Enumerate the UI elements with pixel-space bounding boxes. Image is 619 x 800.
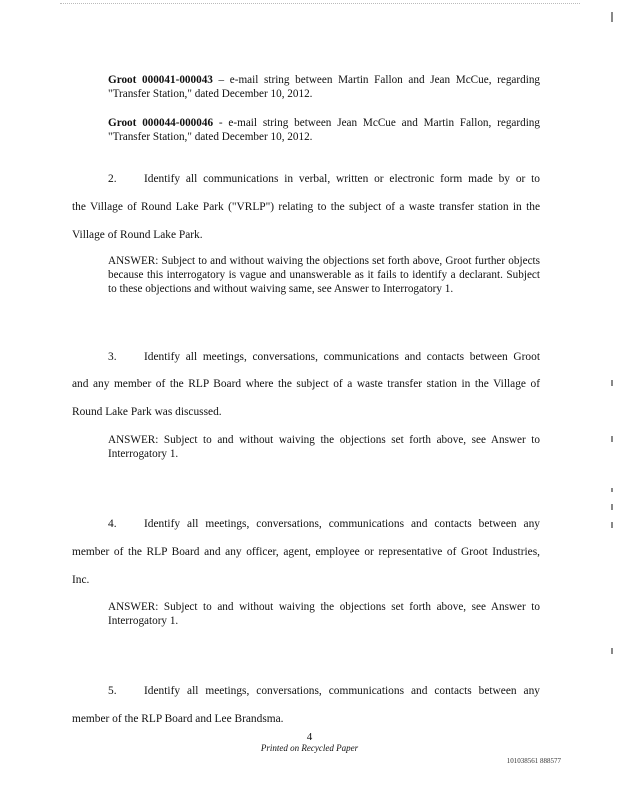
interrogatory-3-line2: and any member of the RLP Board where the subject of a waste transfer station in the Village of <box>72 378 540 390</box>
interrogatory-3-line3: Round Lake Park was discussed. <box>72 406 222 418</box>
interrogatory-2-answer: ANSWER: Subject to and without waiving the objections set forth above, Groot further objects because this interrogatory is vague and unanswerable as it fails to identify a declarant. Subject to these objections and without waiving same, see Answer to Interrogatory 1. <box>108 255 540 295</box>
interrogatory-2-line1: 2. Identify all communications in verbal, written or electronic form made by or to <box>108 173 540 185</box>
interrogatory-number: 4. <box>108 518 117 530</box>
interrogatory-3-answer: ANSWER: Subject to and without waiving the objections set forth above, see Answer to Interrogatory 1. <box>108 434 540 460</box>
production-entry <box>108 73 540 101</box>
entry-description: - e-mail string between Jean McCue and Martin Fallon, regarding "Transfer Station," dated December 10, 2012. <box>108 117 540 143</box>
interrogatory-number: 5. <box>108 685 117 697</box>
interrogatory-2-line3: Village of Round Lake Park. <box>72 229 203 241</box>
bates-range: Groot 000041-000043 <box>108 74 213 86</box>
interrogatory-2-line2: the Village of Round Lake Park ("VRLP") relating to the subject of a waste transfer station in the <box>72 201 540 213</box>
page-number: 4 <box>306 731 313 743</box>
interrogatory-4-line1: 4. Identify all meetings, conversations, communications and contacts between any <box>108 518 540 530</box>
bates-range: Groot 000044-000046 <box>108 117 214 129</box>
production-entry <box>108 116 540 144</box>
document-id: 101038561 888577 <box>506 757 561 765</box>
interrogatory-4-answer: ANSWER: Subject to and without waiving the objections set forth above, see Answer to Interrogatory 1. <box>108 601 540 627</box>
interrogatory-5-line2: member of the RLP Board and Lee Brandsma. <box>72 713 284 725</box>
printed-note: Printed on Recycled Paper <box>260 743 359 753</box>
interrogatory-4-line3: Inc. <box>72 574 90 586</box>
scan-artifact-line <box>60 3 580 5</box>
interrogatory-5-line1: 5. Identify all meetings, conversations, communications and contacts between any <box>108 685 540 697</box>
interrogatory-number: 3. <box>108 351 117 363</box>
interrogatory-4-line2: member of the RLP Board and any officer, agent, employee or representative of Groot Industries, <box>72 546 540 558</box>
entry-description: – e-mail string between Martin Fallon and Jean McCue, regarding "Transfer Station," dated December 10, 2012. <box>108 74 541 100</box>
interrogatory-3-line1: 3. Identify all meetings, conversations, communications and contacts between Groot <box>108 351 540 363</box>
interrogatory-number: 2. <box>108 173 117 185</box>
